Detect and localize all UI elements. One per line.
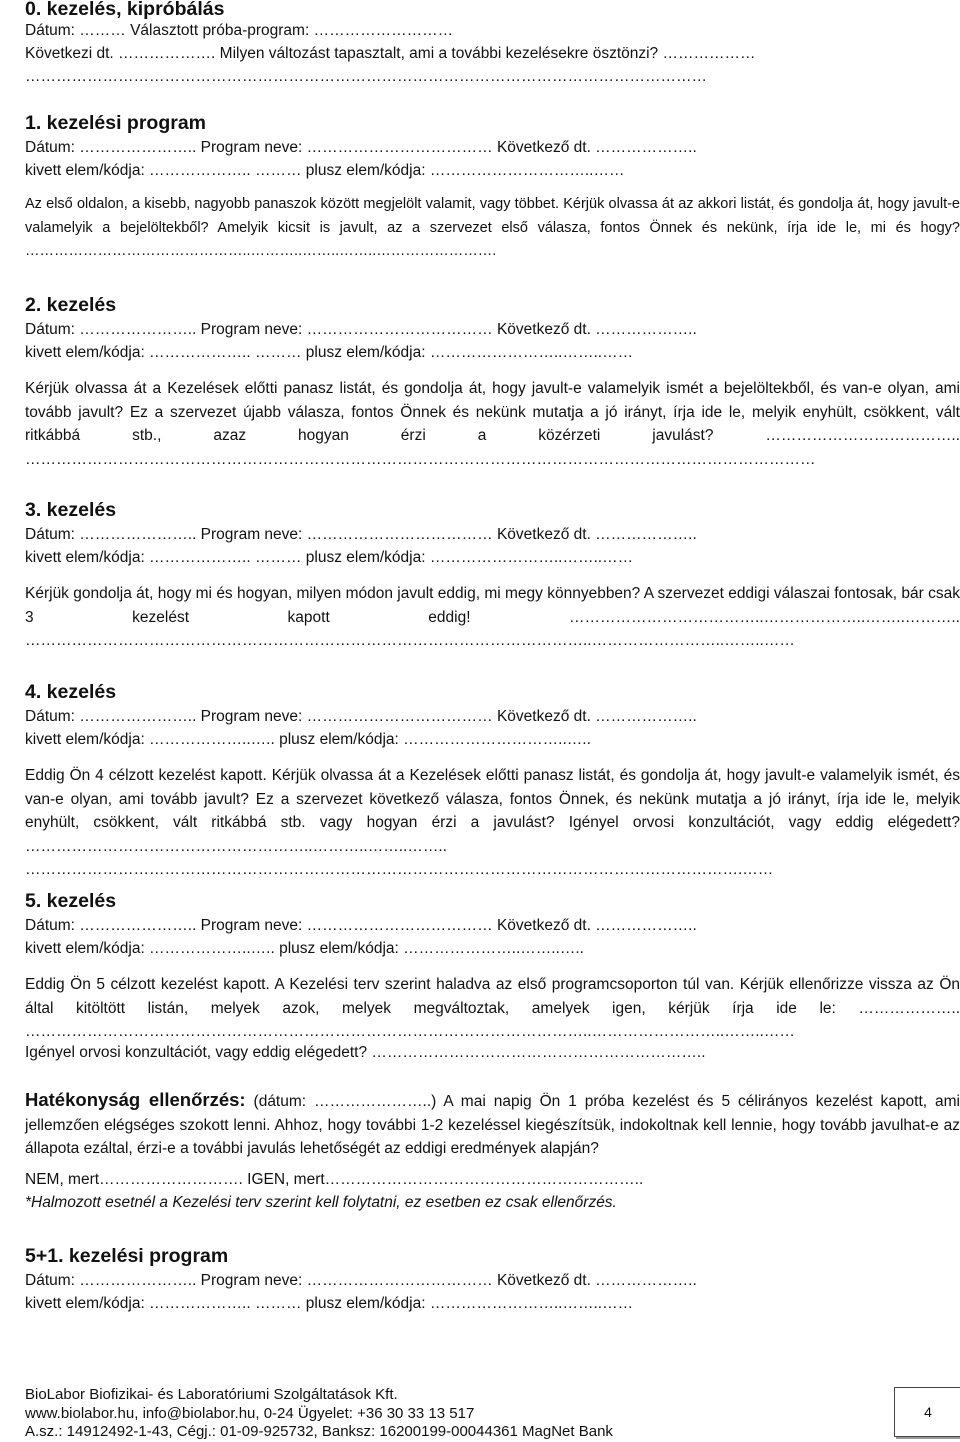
- section-1-paragraph: Az első oldalon, a kisebb, nagyobb panaszok között megjelölt valamit, vagy többet. Kérjük olvassa át az akkori listát, és gondolja át, hogy javult-e valamelyik a bejelöltekből? Amelyik kicsit is javult, az a szervezet első válasza, fontos Önnek és nekünk, írja ide le, mi és hogy? ………………………………………..………..……..……..…………………….: [25, 196, 960, 259]
- efficiency-block: [25, 1088, 960, 1161]
- section-3-paragraph: Kérjük gondolja át, hogy mi és hogyan, milyen módon javult eddig, mi megy könnyebben? A szervezet eddigi válaszai fontosak, bár csak 3 kezelést kapott eddig! ………………………………..………………..……..……….. ………………………………………………………………………………………………..……………………..……..……: [25, 585, 960, 649]
- section-3-line-1: Dátum: ………………….. Program neve: ……………………………… Következő dt. ………………..: [25, 526, 697, 543]
- section-6-line-2: kivett elem/kódja: ……………….. ……… plusz elem/kódja: ……………………..……..……: [25, 1295, 634, 1312]
- section-4-line-2: kivett elem/kódja: ………………..….. plusz elem/kódja: …………………………..…..: [25, 731, 591, 748]
- footer-registration: A.sz.: 14912492-1-43, Cégj.: 01-09-925732, Banksz: 16200199-00044361 MagNet Bank: [25, 1423, 613, 1440]
- efficiency-heading: Hatékonyság ellenőrzés:: [25, 1089, 246, 1110]
- efficiency-paragraph: (dátum: …………………..) A mai napig Ön 1 próba kezelést és 5 célirányos kezelést kapott, ami jellemzően elégséges szokott lenni. Ahhoz, hogy további 1-2 kezeléssel kiegészítsük, indokoltnak kell lennie, hogy tovább javulhat-e az állapota ezáltal, érzi-e a további javulás lehetőségét az eddigi eredmények alapján?: [25, 1093, 960, 1157]
- section-4-line-1: Dátum: ………………….. Program neve: ……………………………… Következő dt. ………………..: [25, 708, 697, 725]
- section-2-heading: 2. kezelés: [25, 294, 117, 316]
- section-2-line-2: kivett elem/kódja: ……………….. ……… plusz elem/kódja: ……………………..……..……: [25, 344, 634, 361]
- efficiency-no-yes-line: NEM, mert………………………. IGEN, mert……………………………………………………..: [25, 1171, 644, 1188]
- section-0-line-2: Következi dt. ………………. Milyen változást tapasztalt, ami a további kezelésekre ösztönzi? ………………: [25, 45, 756, 62]
- section-4-paragraph: Eddig Ön 4 célzott kezelést kapott. Kérjük olvassa át a Kezelések előtti panasz listát, és gondolja át, hogy javult-e valamelyik ismét, és van-e olyan, ami tovább javult? Ez a szervezet következő válasza, fontos Önnek, és nekünk mutatja a jó irányt, írja ide le, melyik enyhült, csökkent, vált ritkábbá stb. vagy hogyan érzi a javulást? Igényel orvosi konzultációt, vagy eddig elégedett? ………………………………………………..………..……..…….. ………………………………………………………………………………………………………………………….……: [25, 767, 960, 878]
- section-0-heading: 0. kezelés, kipróbálás: [25, 0, 225, 20]
- section-0-line-3: ……………………………………………………………………………………………………………………: [25, 68, 707, 85]
- section-0-line-1: Dátum: ……… Választott próba-program: ………………………: [25, 22, 454, 39]
- section-5-line-2: kivett elem/kódja: ………………..….. plusz elem/kódja: …………………..……..…..: [25, 940, 584, 957]
- footer-company: BioLabor Biofizikai- és Laboratóriumi Szolgáltatások Kft.: [25, 1386, 398, 1403]
- page-number-box: [894, 1387, 960, 1437]
- section-1-line-1: Dátum: ………………….. Program neve: ……………………………… Következő dt. ………………..: [25, 139, 697, 156]
- page-number: 4: [924, 1404, 932, 1420]
- section-2-line-1: Dátum: ………………….. Program neve: ……………………………… Következő dt. ………………..: [25, 321, 697, 338]
- efficiency-note: *Halmozott esetnél a Kezelési terv szerint kell folytatni, ez esetben ez csak ellenőrzés.: [25, 1194, 617, 1211]
- section-5-line-1: Dátum: ………………….. Program neve: ……………………………… Következő dt. ………………..: [25, 917, 697, 934]
- section-3-heading: 3. kezelés: [25, 499, 117, 521]
- footer-contact: www.biolabor.hu, info@biolabor.hu, 0-24 Ügyelet: +36 30 33 13 517: [25, 1404, 475, 1422]
- section-2-paragraph: Kérjük olvassa át a Kezelések előtti panasz listát, és gondolja át, hogy javult-e valamelyik ismét a bejelöltekből, és van-e olyan, ami tovább javult? Ez a szervezet újabb válasza, fontos Önnek és nekünk mutatja a jó irányt, írja ide le, melyik enyhült, csökkent, vált ritkábbá stb., azaz hogyan érzi a közérzeti javulást? ……………………………….. ………………………………………………………………………………………………………………………………………: [25, 380, 960, 468]
- section-3-line-2: kivett elem/kódja: ……………….. ……… plusz elem/kódja: ……………………..……..……: [25, 549, 634, 566]
- section-1-heading: 1. kezelési program: [25, 112, 207, 134]
- section-5-heading: 5. kezelés: [25, 890, 117, 912]
- section-5-paragraph: Eddig Ön 5 célzott kezelést kapott. A Kezelési terv szerint haladva az első programcsoporton túl van. Kérjük ellenőrizze vissza az Ön által kitöltött listán, melyek azok, melyek megváltoztak, amelyek igen, kérjük írja ide le: ……………….. ………………………………………………………………………………………………..……………………..……..……: [25, 976, 960, 1040]
- section-1-line-2: kivett elem/kódja: ……………….. ……… plusz elem/kódja: …………………………..……: [25, 162, 625, 179]
- section-6-line-1: Dátum: ………………….. Program neve: ……………………………… Következő dt. ………………..: [25, 1272, 697, 1289]
- section-6-heading: 5+1. kezelési program: [25, 1245, 229, 1267]
- footer: [25, 1386, 613, 1442]
- section-5-line-3: Igényel orvosi konzultációt, vagy eddig elégedett? ………………………………………………………..: [25, 1044, 706, 1061]
- section-4-heading: 4. kezelés: [25, 681, 117, 703]
